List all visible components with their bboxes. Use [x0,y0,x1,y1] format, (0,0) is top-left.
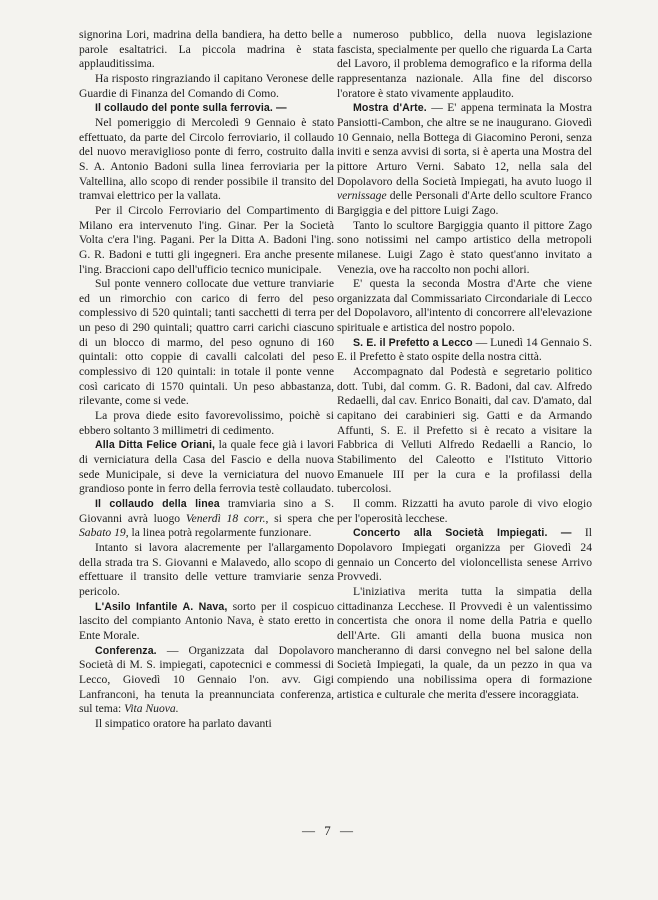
vernissage-word: vernissage [337,189,387,203]
conference-theme: Vita Nuova. [124,702,179,716]
article-collaudo-ponte [79,101,334,116]
article-heading: Il collaudo della linea [95,498,220,510]
article-text: la quale fece già i lavori di verniciatura della Casa del Fascio e della nuova sede Municipale, si deve la verniciatura del nuovo grandioso ponte in ferro della ferrovia testè collaudato. [79,438,334,496]
article-paragraph: Il simpatico oratore ha parlato davanti [95,716,272,730]
article-paragraph: signorina Lori, madrina della bandiera, ha detto belle parole esaltatrici. La piccola madrina è stata applauditissima. [79,28,334,71]
article-oriani [79,438,334,497]
article-paragraph: Il comm. Rizzatti ha avuto parole di vivo elogio per l'operosità lecchese. [337,497,592,525]
article-heading: L'Asilo Infantile A. Nava, [95,600,228,613]
article-paragraph: Per il Circolo Ferroviario del Compartimento di Milano era intervenuto l'ing. Ginar. Per la Società Volta c'era l'ing. Pagani. Per la Ditta A. Badoni l'ing. G. R. Badoni e tutti gli ingegneri. Era anche presente l'ing. Braccioni capo dell'ufficio tecnico municipale. [79,203,334,276]
article-text: tramviaria sino a S. Giovanni avrà luogo [79,497,334,525]
article-conferenza [79,644,334,717]
article-text: sorto per il cospicuo lascito del compianto Antonio Nava, è stato eretto in Ente Morale. [79,599,334,642]
article-paragraph: Sul ponte vennero collocate due vetture tranviarie ed un rimorchio con carico di ferro del peso complessivo di 520 quintali; tanti sacchetti di terra per un peso di 290 quintali; quattro carri carichi ciascuno di un blocco di marmo, del peso ognuno di 160 quintali: otto coppie di cavalli calcolati del peso complessivo di 120 quintali: in totale il ponte venne così caricato di 1570 quintali. Un peso abbastanza, rilevante, come si vede. [79,277,334,408]
article-text: , la linea potrà regolarmente funzionare. [125,526,312,540]
article-paragraph: Intanto si lavora alacremente per l'allargamento della strada tra S. Giovanni e Malavedo, allo scopo di effettuare il transito delle vetture tramviarie senza pericolo. [79,540,334,598]
article-paragraph: Nel pomeriggio di Mercoledì 9 Gennaio è stato effettuato, da parte del Circolo ferroviario, il collaudo del nuovo meraviglioso ponte di ferro, costruito dalla S. A. Antonio Badoni sulla linea ferroviaria per la Valtellina, allo scopo di render possibile il transito del tramvai elettrico per la vallata. [79,115,334,203]
article-heading: Il collaudo del ponte sulla ferrovia. — [95,102,287,115]
article-heading: Alla Ditta Felice Oriani, [95,439,216,452]
article-paragraph: Accompagnato dal Podestà e segretario politico dott. Tubi, dal comm. G. R. Badoni, dal cav. Alfredo Redaelli, dal cav. Enrico Bonaiti, dal cav. D'amato, dal capitano dei carabinieri sig. Gatti e da Armando Affunti, S. E. il Prefetto si è recato a visitare la Fabbrica di Velluti Alfredo Redaelli a Rancio, lo Stabilimento del Caleotto e l'Istituto Vittorio Emanuele III per la cura e la profilassi della tubercolosi. [337,365,592,496]
article-collaudo-linea [79,497,334,541]
article-paragraph: Tanto lo scultore Bargiggia quanto il pittore Zago sono notissimi nel campo artistico della metropoli milanese. Luigi Zago è stato quest'anno invitato a Venezia, ove ha raccolto non pochi allori. [337,218,592,276]
article-mostra [337,101,592,218]
article-paragraph: L'iniziativa merita tutta la simpatia della cittadinanza Lecchese. Il Provvedi è un valentissimo concertista che onora il nome della Patria e quello dell'Arte. Gli amanti della buona musica non mancheranno di darsi convegno nel bel salone della Società Impiegati, la quale, da un pezzo in qua va compiendo una nobilissima opera di formazione artistica e culturale che merita d'essere incoraggiata. [337,584,592,701]
article-prefetto [337,336,592,365]
article-text: — E' appena terminata la Mostra Pansiotti-Cambon, che altre se ne inaugurano. Giovedì 10 Gennaio, nella Bottega di Giacomino Peroni, senza inviti e senza avvisi di sorta, si è aperta una Mostra del pittore Arturo Verni. Sabato 12, nella sala del Dopolavoro della Società Impiegati, ha avuto luogo il [337,101,592,188]
article-heading: Conferenza. [95,644,157,657]
date-sabato: Sabato 19 [79,526,126,540]
article-text: delle Personali d'Arte dello scultore Franco Bargiggia e del pittore Luigi Zago. [337,189,592,217]
left-column [79,28,334,732]
right-column [337,28,592,702]
article-heading: S. E. il Prefetto a Lecco [353,336,473,349]
article-paragraph: La prova diede esito favorevolissimo, poichè si ebbero soltanto 3 millimetri di cedimento. [79,409,334,437]
date-venerdi: Venerdì 18 corr. [185,511,266,525]
article-heading: Concerto alla Società Impiegati. — [353,527,572,540]
article-concerto [337,526,592,585]
article-paragraph: E' questa la seconda Mostra d'Arte che viene organizzata dal Commissariato Circondariale di Lecco del Dopolavoro, all'intento di concorrere all'elevazione spirituale e artistica del nostro popolo. [337,277,592,335]
article-text: Il Dopolavoro Impiegati organizza per Giovedì 24 gennaio un Concerto del violoncellista senese Arrivo Provvedi. [337,526,592,584]
article-asilo [79,600,334,644]
article-paragraph: a numeroso pubblico, della nuova legislazione fascista, specialmente per quello che riguarda La Carta del Lavoro, il problema demografico e la riforma della rappresentanza nazionale. Alla fine del discorso l'oratore è stato vivamente applaudito. [337,28,592,100]
article-text: — Organizzata dal Dopolavoro Società di M. S. impiegati, capotecnici e commessi di Lecco, Giovedì 10 Gennaio l'on. avv. Gigi Lanfranconi, ha tenuta la preannunciata conferenza, sul tema: [79,643,334,716]
article-text: — Lunedì 14 Gennaio S. E. il Prefetto è stato ospite della nostra città. [337,335,592,364]
page-number: — 7 — [302,823,356,838]
article-text: , si spera che [265,511,334,525]
article-heading: Mostra d'Arte. [353,102,427,115]
article-paragraph: Ha risposto ringraziando il capitano Veronese delle Guardie di Finanza del Comando di Como. [79,71,334,100]
